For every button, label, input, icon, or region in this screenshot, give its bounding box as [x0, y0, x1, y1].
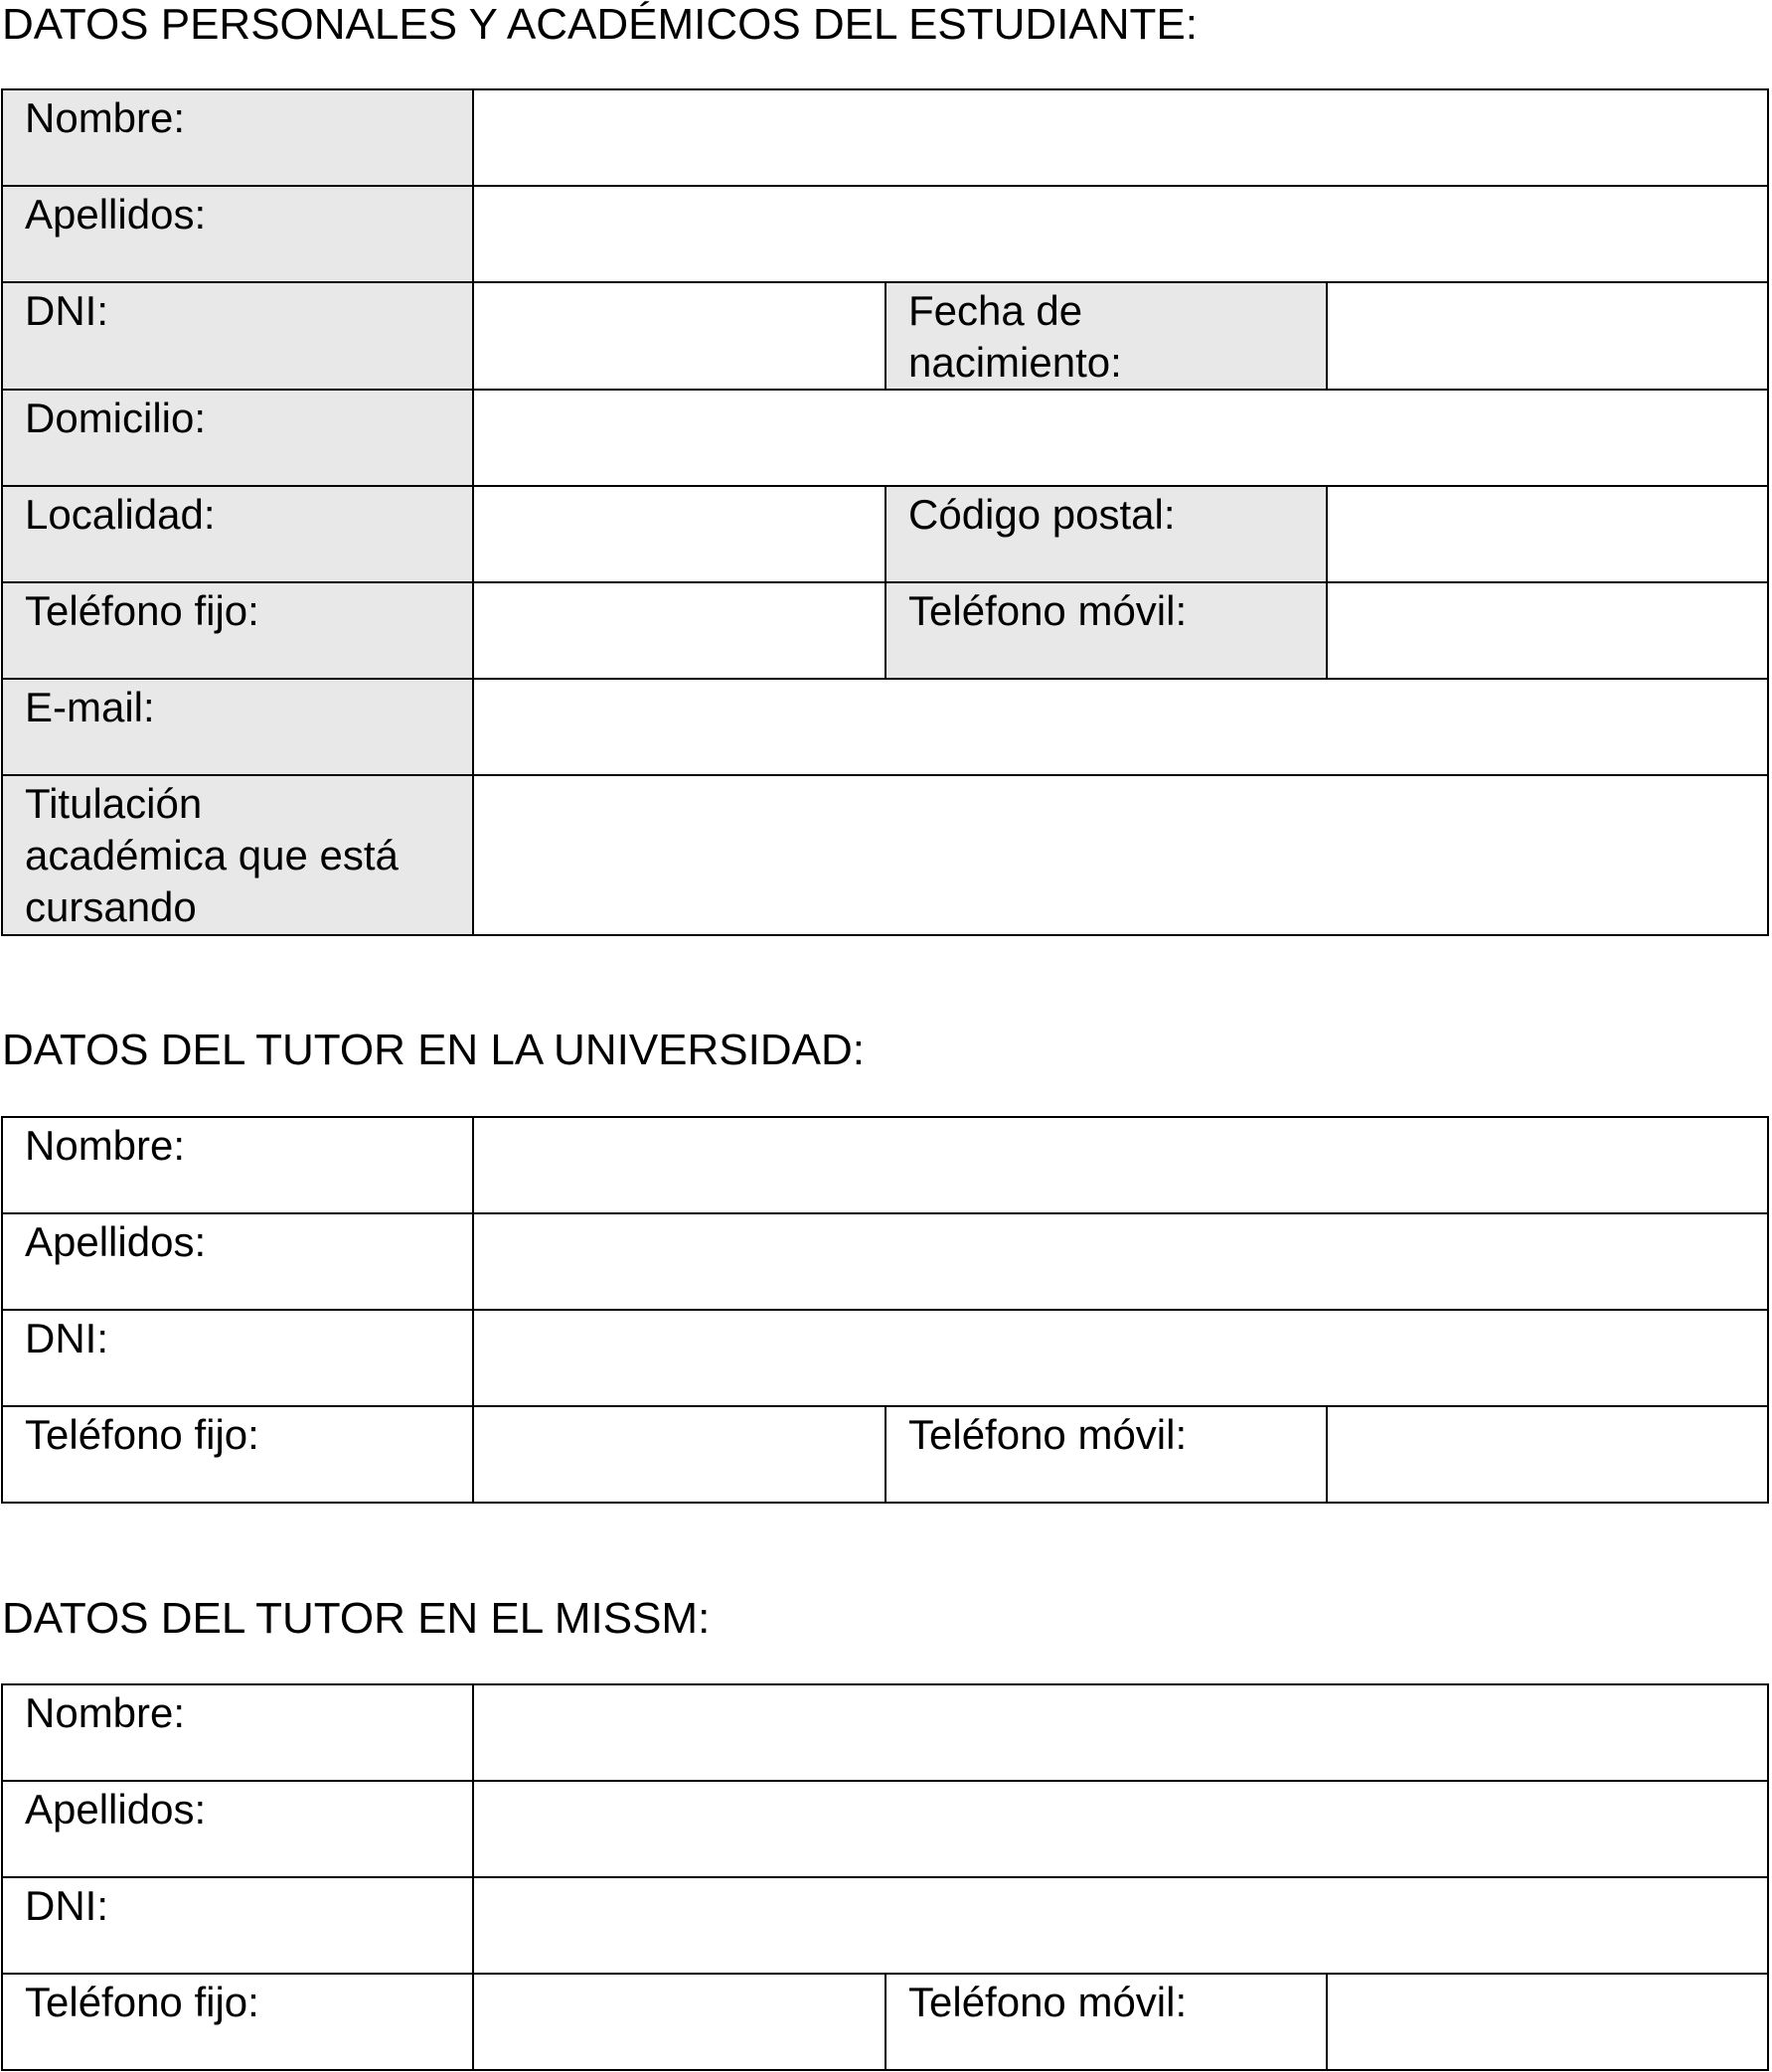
student-email-label: E-mail:	[2, 679, 473, 775]
tutor-missm-telefono-fijo-field[interactable]	[473, 1974, 886, 2070]
student-apellidos-field[interactable]	[473, 186, 1768, 282]
tutor-uni-dni-label: DNI:	[2, 1310, 473, 1406]
tutor-uni-dni-field[interactable]	[473, 1310, 1768, 1406]
tutor-universidad-table	[1, 1116, 1769, 1504]
tutor-universidad-section-title: DATOS DEL TUTOR EN LA UNIVERSIDAD:	[2, 1026, 865, 1074]
fecha-label-line1: Fecha de	[908, 287, 1083, 334]
tutor-uni-apellidos-field[interactable]	[473, 1213, 1768, 1310]
student-dni-field[interactable]	[473, 282, 886, 390]
tutor-uni-telefono-movil-label: Teléfono móvil:	[886, 1406, 1327, 1503]
tutor-missm-apellidos-label: Apellidos:	[2, 1781, 473, 1877]
student-fecha-nacimiento-field[interactable]	[1327, 282, 1768, 390]
student-nombre-label: Nombre:	[2, 89, 473, 186]
student-titulacion-label	[2, 775, 473, 935]
tutor-uni-telefono-fijo-field[interactable]	[473, 1406, 886, 1503]
tutor-missm-table	[1, 1683, 1769, 2071]
student-apellidos-label: Apellidos:	[2, 186, 473, 282]
tutor-uni-nombre-field[interactable]	[473, 1117, 1768, 1213]
student-telefono-movil-label: Teléfono móvil:	[886, 582, 1327, 679]
student-email-field[interactable]	[473, 679, 1768, 775]
student-telefono-fijo-label: Teléfono fijo:	[2, 582, 473, 679]
student-localidad-field[interactable]	[473, 486, 886, 582]
titulacion-label-line1: Titulación	[25, 780, 203, 827]
student-codigo-postal-label: Código postal:	[886, 486, 1327, 582]
tutor-missm-telefono-fijo-label: Teléfono fijo:	[2, 1974, 473, 2070]
student-domicilio-label: Domicilio:	[2, 390, 473, 486]
tutor-missm-nombre-label: Nombre:	[2, 1684, 473, 1781]
tutor-missm-telefono-movil-label: Teléfono móvil:	[886, 1974, 1327, 2070]
student-fecha-nacimiento-label	[886, 282, 1327, 390]
tutor-missm-apellidos-field[interactable]	[473, 1781, 1768, 1877]
tutor-uni-telefono-movil-field[interactable]	[1327, 1406, 1768, 1503]
tutor-missm-dni-field[interactable]	[473, 1877, 1768, 1974]
student-localidad-label: Localidad:	[2, 486, 473, 582]
tutor-missm-nombre-field[interactable]	[473, 1684, 1768, 1781]
tutor-missm-telefono-movil-field[interactable]	[1327, 1974, 1768, 2070]
tutor-missm-section-title: DATOS DEL TUTOR EN EL MISSM:	[2, 1594, 711, 1643]
tutor-uni-apellidos-label: Apellidos:	[2, 1213, 473, 1310]
student-telefono-movil-field[interactable]	[1327, 582, 1768, 679]
student-nombre-field[interactable]	[473, 89, 1768, 186]
fecha-label-line2: nacimiento:	[908, 339, 1122, 386]
tutor-uni-nombre-label: Nombre:	[2, 1117, 473, 1213]
student-data-table	[1, 88, 1769, 936]
student-codigo-postal-field[interactable]	[1327, 486, 1768, 582]
student-dni-label: DNI:	[2, 282, 473, 390]
titulacion-label-line2: académica que está	[25, 832, 399, 878]
student-domicilio-field[interactable]	[473, 390, 1768, 486]
student-telefono-fijo-field[interactable]	[473, 582, 886, 679]
student-section-title: DATOS PERSONALES Y ACADÉMICOS DEL ESTUDIANTE:	[2, 0, 1198, 49]
student-titulacion-field[interactable]	[473, 775, 1768, 935]
tutor-uni-telefono-fijo-label: Teléfono fijo:	[2, 1406, 473, 1503]
tutor-missm-dni-label: DNI:	[2, 1877, 473, 1974]
titulacion-label-line3: cursando	[25, 883, 197, 930]
